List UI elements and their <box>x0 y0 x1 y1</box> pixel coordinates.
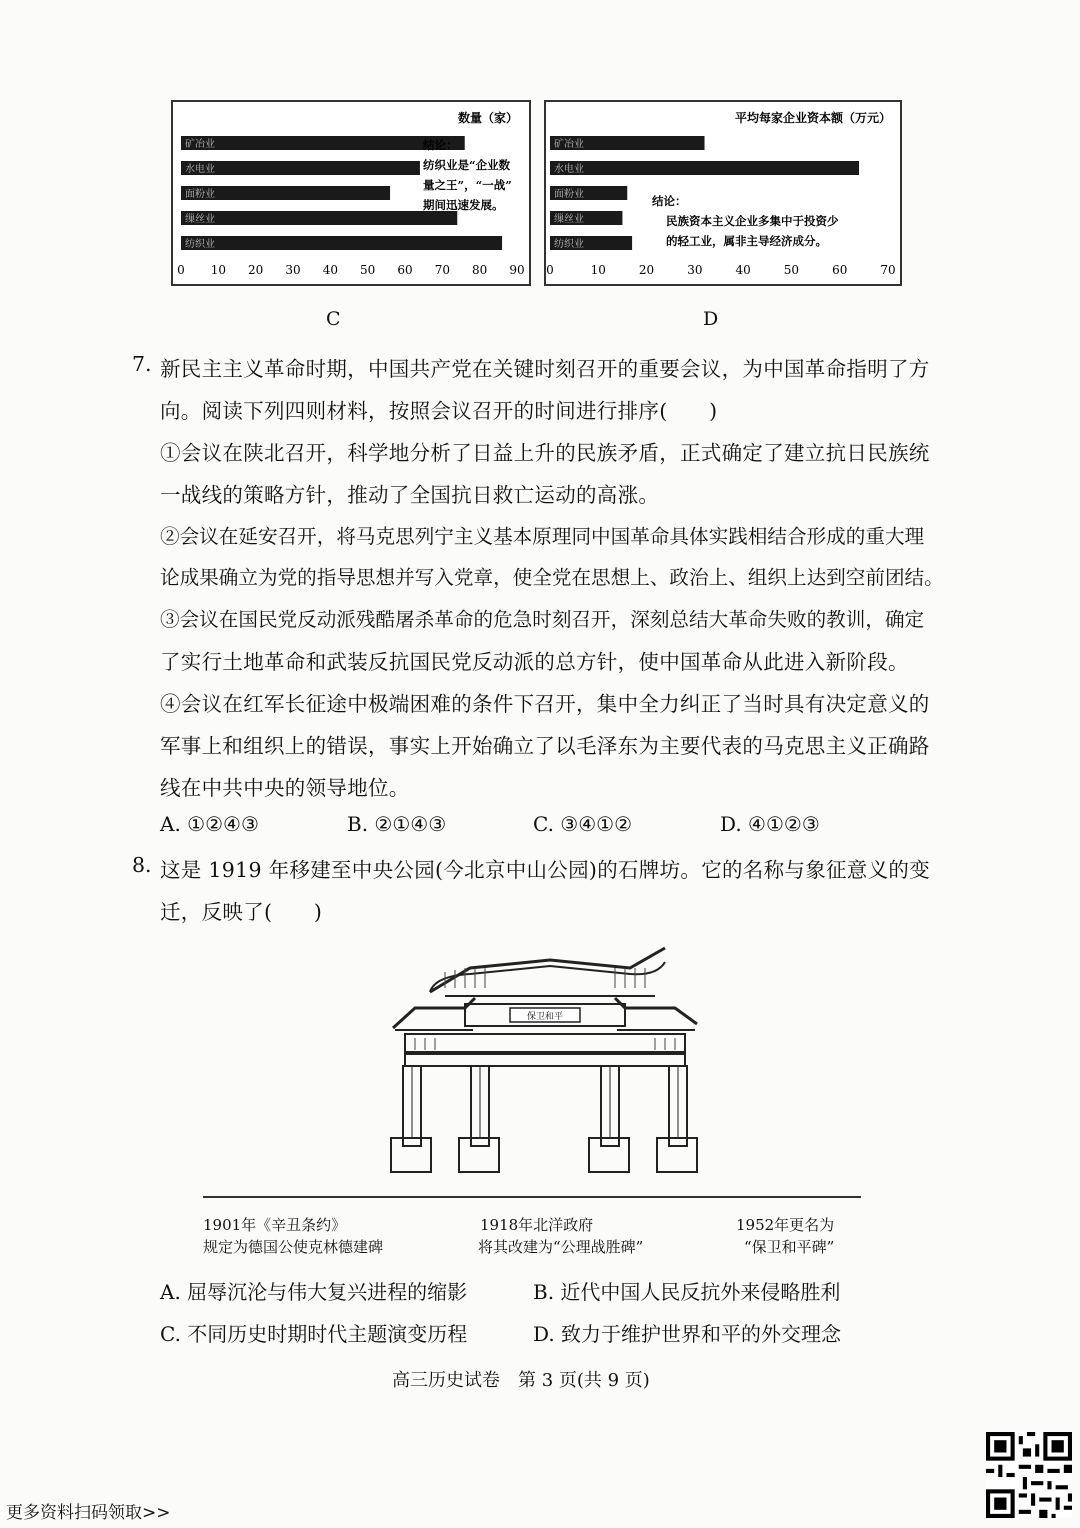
chart-tick-label: 30 <box>687 263 703 277</box>
archway-plaque-text: 保卫和平 <box>526 1012 564 1022</box>
timeline-item-1901: 1901年《辛丑条约》 规定为德国公使克林德建碑 <box>203 1216 384 1256</box>
chart-bar <box>550 161 859 175</box>
q7-line: ②会议在延安召开，将马克思列宁主义基本原理同中国革命具体实践相结合形成的重大理 <box>160 525 925 548</box>
chart-tick-label: 80 <box>472 263 488 277</box>
page-footer: 高三历史试卷 第 3 页(共 9 页) <box>392 1370 650 1391</box>
q7-line: 新民主主义革命时期，中国共产党在关键时刻召开的重要会议，为中国革命指明了方 <box>160 357 930 381</box>
chart-bar <box>181 211 457 225</box>
chart-category-label: 面粉业 <box>554 189 584 200</box>
chart-bar <box>181 236 502 250</box>
chart-title: 数量（家） <box>457 111 518 125</box>
q8-option-d[interactable]: D. 致力于维护世界和平的外交理念 <box>533 1322 842 1346</box>
q7-line: 军事上和组织上的错误，事实上开始确立了以毛泽东为主要代表的马克思主义正确路 <box>160 734 930 758</box>
chart-title: 平均每家企业资本额（万元） <box>734 111 891 125</box>
chart-tick-label: 40 <box>735 263 751 277</box>
chart-c <box>171 100 531 286</box>
timeline-item-1952: 1952年更名为 “保卫和平碑” <box>736 1216 835 1256</box>
chart-category-label: 缫丝业 <box>554 214 584 225</box>
q7-line: 了实行土地革命和武装反抗国民党反动派的总方针，使中国革命从此进入新阶段。 <box>160 650 909 674</box>
chart-tick-label: 10 <box>210 263 226 277</box>
chart-d-label: D <box>703 308 719 330</box>
chart-d-svg <box>546 102 900 284</box>
q8-option-b[interactable]: B. 近代中国人民反抗外来侵略胜利 <box>533 1280 841 1304</box>
chart-category-label: 面粉业 <box>185 189 215 200</box>
timeline-item-1918: 1918年北洋政府 将其改建为“公理战胜碑” <box>478 1216 644 1256</box>
q7-line: 论成果确立为党的指导思想并写入党章，使全党在思想上、政治上、组织上达到空前团结。 <box>160 566 944 589</box>
chart-d <box>544 100 902 286</box>
chart-annotation: 民族资本主义企业多集中于投资少 <box>666 214 839 228</box>
q7-line: ①会议在陕北召开，科学地分析了日益上升的民族矛盾，正式确定了建立抗日民族统 <box>160 441 930 465</box>
chart-category-label: 矿冶业 <box>185 139 215 150</box>
chart-tick-label: 60 <box>832 263 848 277</box>
chart-tick-label: 50 <box>783 263 800 277</box>
q7-option-c[interactable]: C. ③④①② <box>533 812 633 836</box>
chart-tick-label: 0 <box>177 263 185 277</box>
chart-category-label: 纺织业 <box>554 239 584 250</box>
q8-option-c[interactable]: C. 不同历史时期时代主题演变历程 <box>160 1322 468 1346</box>
chart-annotation: 结论： <box>652 194 687 208</box>
chart-annotation: 期间迅速发展。 <box>423 198 504 212</box>
chart-tick-label: 90 <box>509 263 525 277</box>
chart-tick-label: 20 <box>638 263 655 277</box>
chart-c-label: C <box>326 308 341 330</box>
chart-tick-label: 0 <box>546 263 554 277</box>
chart-tick-label: 70 <box>880 263 896 277</box>
chart-tick-label: 60 <box>397 263 413 277</box>
q7-line: ③会议在国民党反动派残酷屠杀革命的危急时刻召开，深刻总结大革命失败的教训，确定 <box>160 608 925 631</box>
q7-line: ④会议在红军长征途中极端困难的条件下召开，集中全力纠正了当时具有决定意义的 <box>160 692 930 716</box>
chart-tick-label: 50 <box>360 263 376 277</box>
chart-annotation: 的轻工业，属非主导经济成分。 <box>666 234 827 248</box>
qr-code-image[interactable] <box>986 1432 1072 1518</box>
chart-category-label: 缫丝业 <box>185 214 215 225</box>
chart-tick-label: 30 <box>285 263 301 277</box>
chart-tick-label: 20 <box>248 263 264 277</box>
q7-line: 一战线的策略方针，推动了全国抗日救亡运动的高涨。 <box>160 483 660 507</box>
q7-option-b[interactable]: B. ②①④③ <box>347 812 447 836</box>
chart-tick-label: 40 <box>322 263 338 277</box>
q7-line: 向。阅读下列四则材料，按照会议召开的时间进行排序( ) <box>160 399 718 423</box>
chart-category-label: 水电业 <box>185 164 215 175</box>
chart-annotation: 纺织业是“企业数 <box>423 158 511 172</box>
q8-line: 迁，反映了( ) <box>160 900 323 924</box>
chart-tick-label: 10 <box>590 263 606 277</box>
q7-number: 7. <box>132 352 152 376</box>
q8-number: 8. <box>132 853 152 877</box>
q7-line: 线在中共中央的领导地位。 <box>160 776 410 800</box>
chart-annotation: 量之王”，“一战” <box>423 178 512 192</box>
q8-line: 这是 1919 年移建至中央公园(今北京中山公园)的石牌坊。它的名称与象征意义的变 <box>160 858 930 882</box>
chart-c-svg <box>173 102 529 284</box>
q7-option-d[interactable]: D. ④①②③ <box>720 812 820 836</box>
chart-category-label: 矿冶业 <box>554 139 584 150</box>
chart-category-label: 纺织业 <box>185 239 215 250</box>
q7-option-a[interactable]: A. ①②④③ <box>160 812 259 836</box>
chart-bar <box>181 161 420 175</box>
chart-category-label: 水电业 <box>554 164 584 175</box>
stone-archway-illustration <box>375 938 715 1178</box>
chart-annotation: 结论： <box>423 138 458 152</box>
more-resources-link[interactable]: 更多资料扫码领取>> <box>6 1503 171 1523</box>
timeline-line <box>203 1196 861 1198</box>
q8-option-a[interactable]: A. 屈辱沉沦与伟大复兴进程的缩影 <box>160 1280 468 1304</box>
chart-tick-label: 70 <box>434 263 450 277</box>
